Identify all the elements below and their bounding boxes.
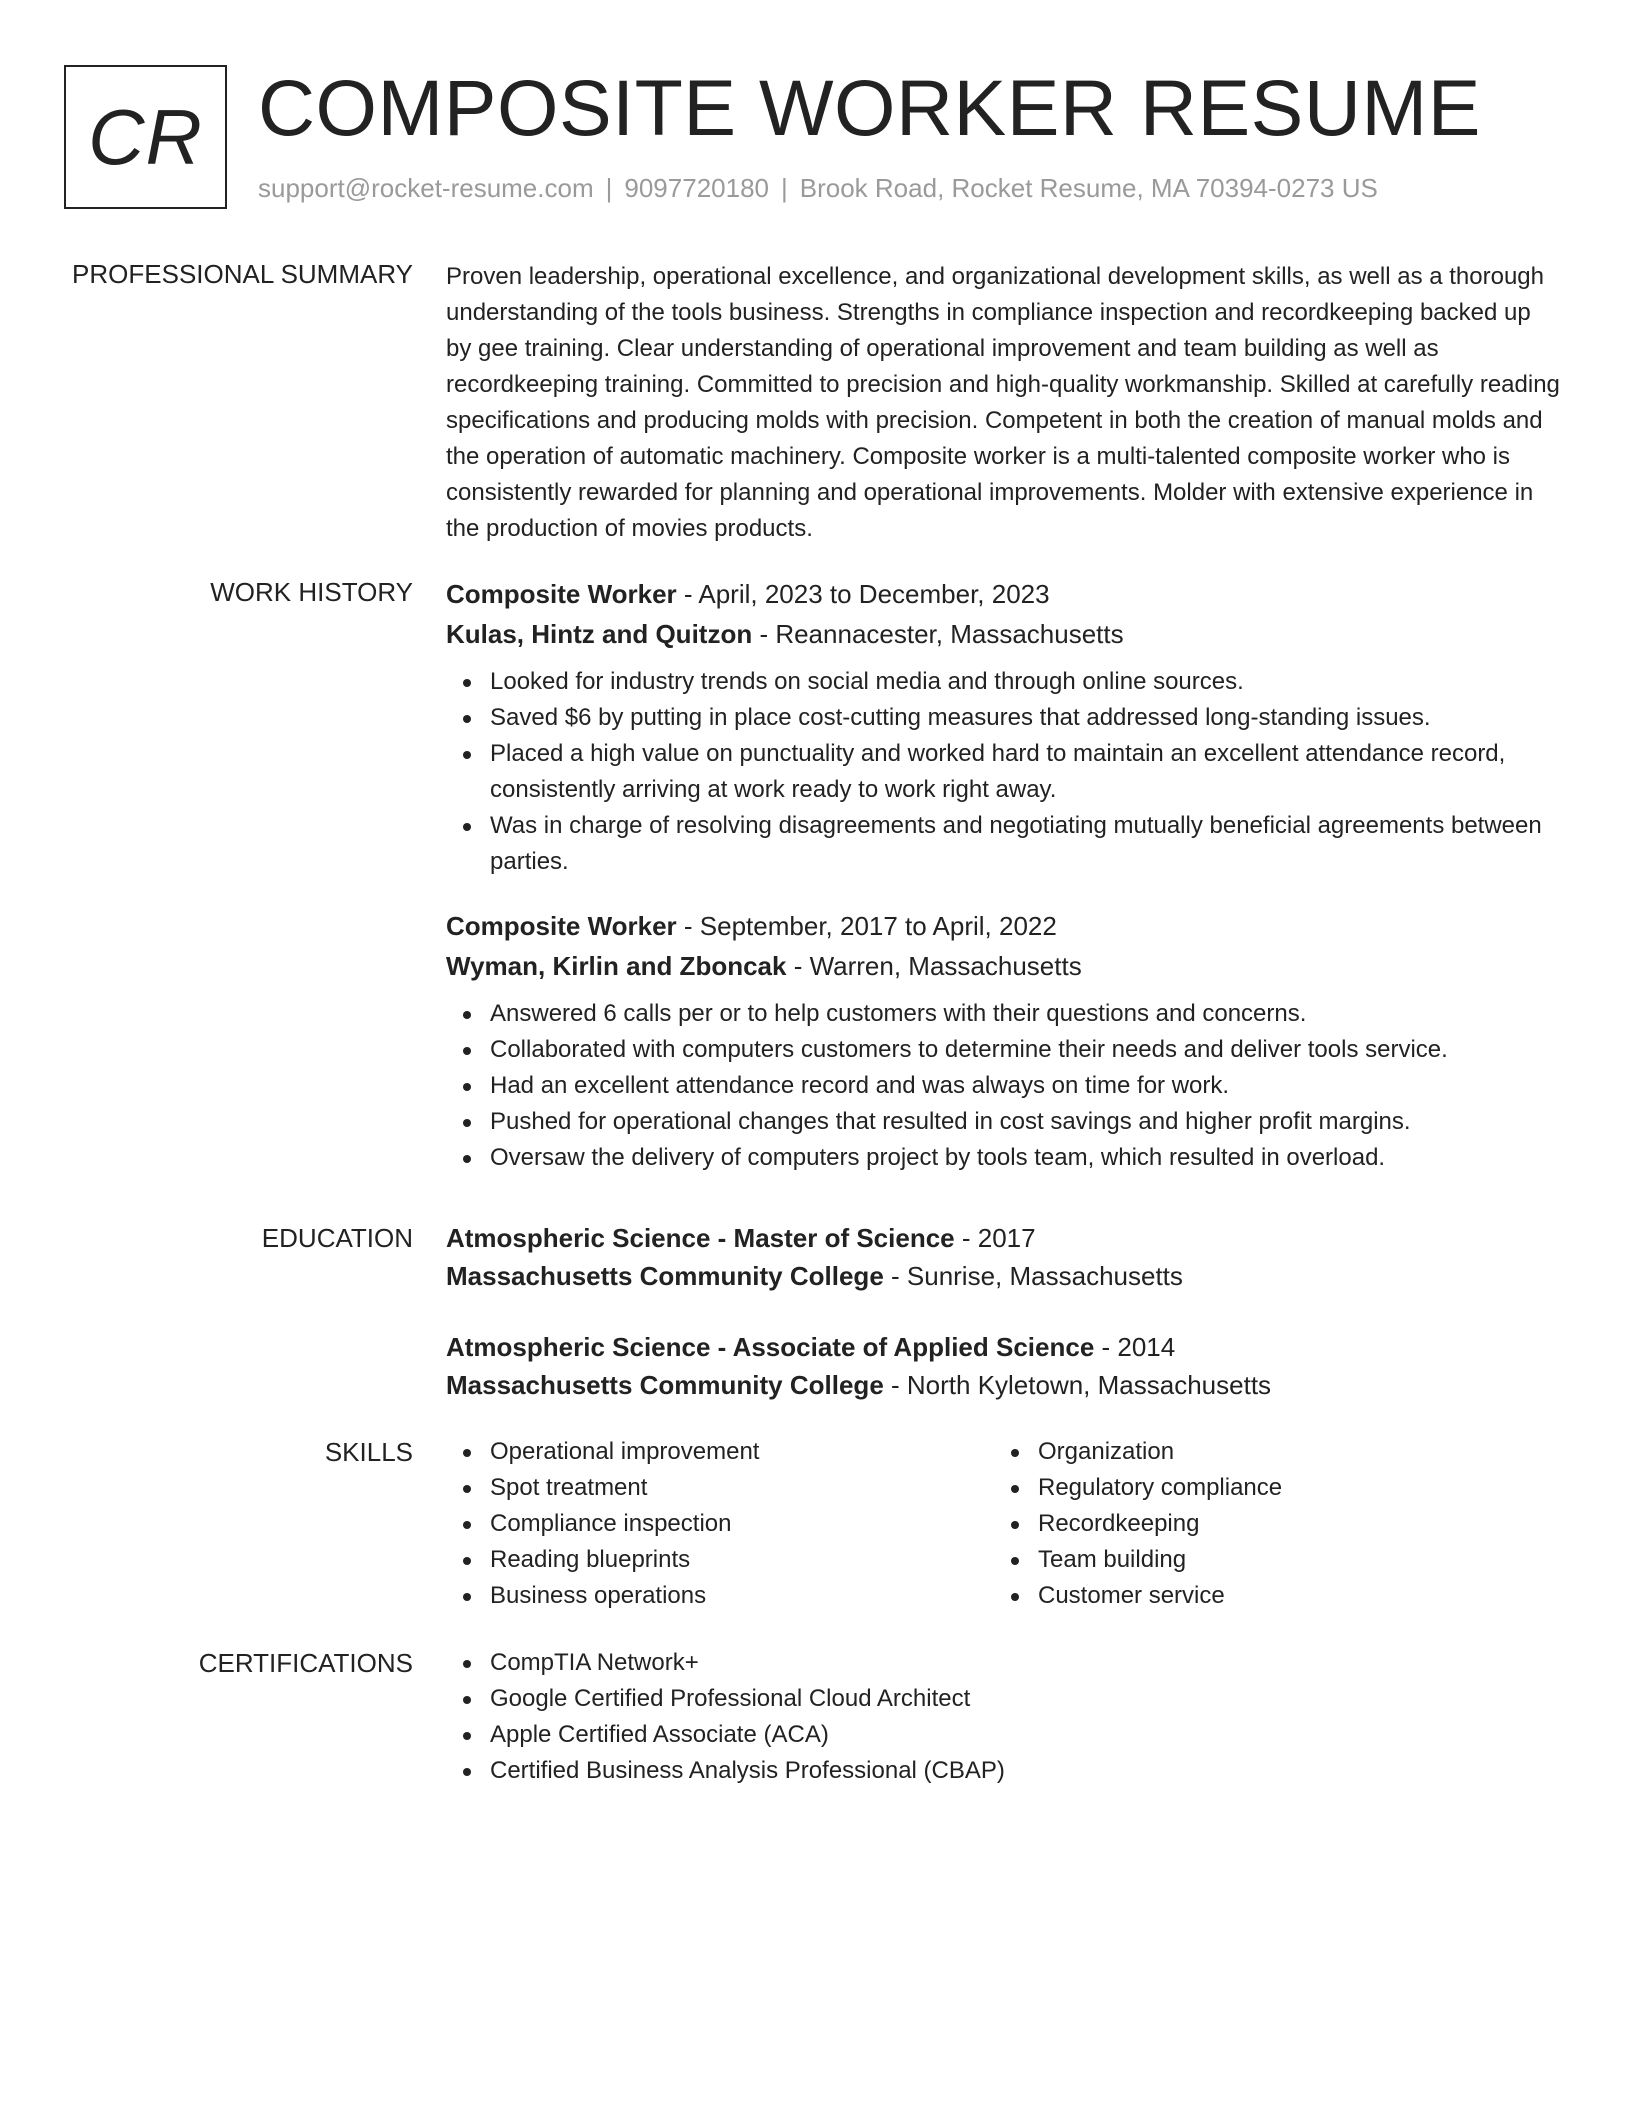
education-location: - Sunrise, Massachusetts	[883, 1261, 1183, 1291]
certification-item: Apple Certified Associate (ACA)	[446, 1717, 1561, 1753]
contact-line	[258, 173, 1378, 204]
education-location: - North Kyletown, Massachusetts	[883, 1370, 1272, 1400]
skills-body	[446, 1434, 1561, 1614]
job-company: Wyman, Kirlin and Zboncak	[446, 951, 787, 981]
certification-item: Certified Business Analysis Professional (CBAP)	[446, 1753, 1561, 1789]
job-title-line	[446, 906, 1561, 946]
section-label-education: EDUCATION	[261, 1223, 413, 1253]
job-bullets	[446, 664, 1561, 880]
skill-item: Team building	[994, 1542, 1542, 1578]
education-school: Massachusetts Community College	[446, 1261, 884, 1291]
job-bullet: Oversaw the delivery of computers project by tools team, which resulted in overload.	[446, 1140, 1561, 1176]
skill-item: Business operations	[446, 1578, 994, 1614]
skill-item: Spot treatment	[446, 1470, 994, 1506]
job-bullet: Collaborated with computers customers to determine their needs and deliver tools service.	[446, 1032, 1561, 1068]
education-degree: Atmospheric Science - Associate of Applied Science	[446, 1332, 1095, 1362]
section-label-summary: PROFESSIONAL SUMMARY	[72, 259, 413, 289]
contact-phone[interactable]: 9097720180	[624, 173, 769, 203]
education-year: - 2017	[954, 1223, 1036, 1253]
job-bullet: Answered 6 calls per or to help customers with their questions and concerns.	[446, 996, 1561, 1032]
job-bullet: Was in charge of resolving disagreements and negotiating mutually beneficial agreements between parties.	[446, 808, 1561, 880]
resume-title: COMPOSITE WORKER RESUME	[258, 63, 1481, 152]
job-title-line	[446, 574, 1561, 614]
job-title: Composite Worker	[446, 911, 677, 941]
job-bullet: Had an excellent attendance record and was always on time for work.	[446, 1068, 1561, 1104]
contact-email[interactable]: support@rocket-resume.com	[258, 173, 594, 203]
contact-separator: |	[605, 173, 613, 203]
contact-separator: |	[781, 173, 788, 203]
skills-list-left	[446, 1434, 994, 1614]
education-degree-line	[446, 1328, 1561, 1366]
certifications-list	[446, 1645, 1561, 1789]
education-entry	[446, 1219, 1561, 1295]
contact-address: Brook Road, Rocket Resume, MA 70394-0273 US	[799, 173, 1378, 203]
job-bullet: Saved $6 by putting in place cost-cutting measures that addressed long-standing issues.	[446, 700, 1561, 736]
resume-header	[64, 65, 1584, 210]
job-bullet: Looked for industry trends on social media and through online sources.	[446, 664, 1561, 700]
education-school-line	[446, 1257, 1561, 1295]
skill-item: Compliance inspection	[446, 1506, 994, 1542]
summary-body	[446, 259, 1561, 547]
education-school-line	[446, 1366, 1561, 1404]
job-bullet: Pushed for operational changes that resulted in cost savings and higher profit margins.	[446, 1104, 1561, 1140]
job-location: - Reannacester, Massachusetts	[752, 619, 1124, 649]
section-label-skills: SKILLS	[324, 1437, 413, 1467]
education-year: - 2014	[1094, 1332, 1176, 1362]
skill-item: Reading blueprints	[446, 1542, 994, 1578]
job-company-line	[446, 614, 1561, 654]
skills-list-right	[994, 1434, 1542, 1614]
skill-item: Recordkeeping	[994, 1506, 1542, 1542]
skill-item: Operational improvement	[446, 1434, 994, 1470]
section-label-certifications: CERTIFICATIONS	[198, 1648, 413, 1678]
job-bullet: Placed a high value on punctuality and worked hard to maintain an excellent attendance record, consistently arriving at work ready to work right away.	[446, 736, 1561, 808]
summary-text: Proven leadership, operational excellence, and organizational development skills, as well as a thorough understanding of the tools business. Strengths in compliance inspection and recordkeeping backed up by gee training. Clear understanding of operational improvement and team building as well as recordkeeping training. Committed to precision and high-quality workmanship. Skilled at carefully reading specifications and producing molds with precision. Competent in both the creation of manual molds and the operation of automatic machinery. Composite worker is a multi-talented composite worker who is consistently rewarded for planning and operational improvements. Molder with extensive experience in the production of movies products.	[446, 263, 1560, 542]
education-entry	[446, 1328, 1561, 1404]
education-degree-line	[446, 1219, 1561, 1257]
section-label-work: WORK HISTORY	[210, 577, 413, 607]
job-entry	[446, 906, 1561, 1176]
job-location: - Warren, Massachusetts	[786, 951, 1082, 981]
job-title: Composite Worker	[446, 579, 677, 609]
certifications-body	[446, 1645, 1561, 1789]
education-body	[446, 1219, 1561, 1404]
education-school: Massachusetts Community College	[446, 1370, 884, 1400]
job-bullets	[446, 996, 1561, 1176]
monogram-initials: CR	[88, 92, 203, 181]
job-company: Kulas, Hintz and Quitzon	[446, 619, 753, 649]
job-company-line	[446, 946, 1561, 986]
skill-item: Regulatory compliance	[994, 1470, 1542, 1506]
skill-item: Organization	[994, 1434, 1542, 1470]
certification-item: CompTIA Network+	[446, 1645, 1561, 1681]
job-dates: - September, 2017 to April, 2022	[676, 911, 1057, 941]
work-body	[446, 574, 1561, 1176]
education-degree: Atmospheric Science - Master of Science	[446, 1223, 955, 1253]
skill-item: Customer service	[994, 1578, 1542, 1614]
monogram-box	[64, 65, 227, 209]
job-entry	[446, 574, 1561, 880]
job-dates: - April, 2023 to December, 2023	[676, 579, 1050, 609]
certification-item: Google Certified Professional Cloud Architect	[446, 1681, 1561, 1717]
